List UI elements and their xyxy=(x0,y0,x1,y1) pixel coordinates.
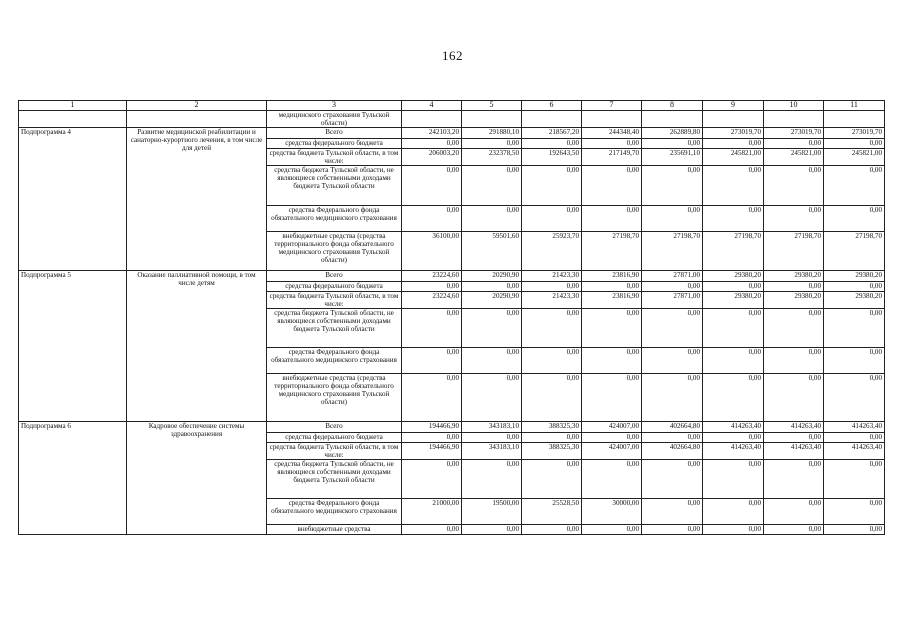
amount-cell: 414263,40 xyxy=(703,443,764,460)
amount-cell: 0,00 xyxy=(402,525,462,535)
funding-source-cell: средства федерального бюджета xyxy=(267,433,402,443)
amount-cell: 245821,00 xyxy=(703,149,764,166)
amount-cell: 273019,70 xyxy=(764,128,824,139)
amount-cell: 23816,90 xyxy=(582,292,642,309)
funding-source-cell: средства бюджета Тульской области, в том числе: xyxy=(267,149,402,166)
budget-table-container xyxy=(18,100,884,535)
amount-cell: 0,00 xyxy=(642,166,703,206)
amount-cell: 23224,60 xyxy=(402,292,462,309)
amount-cell: 0,00 xyxy=(522,206,582,232)
amount-cell: 0,00 xyxy=(582,374,642,422)
amount-cell: 0,00 xyxy=(642,460,703,499)
funding-source-cell: средства бюджета Тульской области, в том числе: xyxy=(267,443,402,460)
amount-cell: 0,00 xyxy=(462,282,522,292)
name-cell xyxy=(127,111,267,128)
amount-cell: 0,00 xyxy=(522,460,582,499)
amount-cell: 232378,50 xyxy=(462,149,522,166)
amount-cell: 388325,30 xyxy=(522,422,582,433)
funding-source-cell: средства федерального бюджета xyxy=(267,139,402,149)
column-number: 8 xyxy=(642,101,703,111)
amount-cell: 0,00 xyxy=(522,525,582,535)
amount-cell: 0,00 xyxy=(402,348,462,374)
amount-cell: 0,00 xyxy=(642,374,703,422)
amount-cell: 0,00 xyxy=(642,348,703,374)
amount-cell: 27198,70 xyxy=(824,232,885,271)
funding-source-cell: средства федерального бюджета xyxy=(267,282,402,292)
amount-cell: 244348,40 xyxy=(582,128,642,139)
amount-cell: 262889,80 xyxy=(642,128,703,139)
amount-cell: 217149,70 xyxy=(582,149,642,166)
amount-cell: 0,00 xyxy=(462,309,522,348)
program-name-cell: Развитие медицинской реабилитации и санаторно-курортного лечения, в том числе для детей xyxy=(127,128,267,271)
amount-cell: 194466,90 xyxy=(402,443,462,460)
amount-cell: 29380,20 xyxy=(824,271,885,282)
amount-cell: 192643,50 xyxy=(522,149,582,166)
amount-cell: 0,00 xyxy=(402,309,462,348)
amount-cell: 0,00 xyxy=(402,460,462,499)
program-code-cell: Подпрограмма 6 xyxy=(19,422,127,535)
amount-cell: 0,00 xyxy=(824,309,885,348)
funding-source-cell: средства бюджета Тульской области, не являющиеся собственными доходами бюджета Тульской области xyxy=(267,166,402,206)
column-number: 4 xyxy=(402,101,462,111)
amount-cell: 0,00 xyxy=(582,309,642,348)
amount-cell: 29380,20 xyxy=(764,271,824,282)
funding-source-cell: Всего xyxy=(267,271,402,282)
amount-cell: 0,00 xyxy=(764,206,824,232)
amount-cell: 0,00 xyxy=(582,166,642,206)
column-number: 2 xyxy=(127,101,267,111)
amount-cell: 0,00 xyxy=(462,139,522,149)
amount-cell: 0,00 xyxy=(462,166,522,206)
amount-cell: 0,00 xyxy=(522,309,582,348)
value-cell xyxy=(764,111,824,128)
amount-cell: 0,00 xyxy=(824,139,885,149)
amount-cell: 235691,10 xyxy=(642,149,703,166)
amount-cell: 0,00 xyxy=(462,374,522,422)
amount-cell: 194466,90 xyxy=(402,422,462,433)
amount-cell: 27198,70 xyxy=(642,232,703,271)
amount-cell: 0,00 xyxy=(824,433,885,443)
column-number: 7 xyxy=(582,101,642,111)
column-number: 5 xyxy=(462,101,522,111)
funding-source-cell: средства бюджета Тульской области, в том числе: xyxy=(267,292,402,309)
program-code-cell: Подпрограмма 4 xyxy=(19,128,127,271)
amount-cell: 30000,00 xyxy=(582,499,642,525)
column-number: 3 xyxy=(267,101,402,111)
amount-cell: 0,00 xyxy=(703,499,764,525)
amount-cell: 0,00 xyxy=(402,282,462,292)
value-cell xyxy=(642,111,703,128)
amount-cell: 0,00 xyxy=(824,206,885,232)
budget-table-body xyxy=(19,101,885,535)
amount-cell: 0,00 xyxy=(764,282,824,292)
value-cell xyxy=(462,111,522,128)
column-number: 1 xyxy=(19,101,127,111)
amount-cell: 0,00 xyxy=(642,499,703,525)
amount-cell: 0,00 xyxy=(824,348,885,374)
amount-cell: 245821,00 xyxy=(764,149,824,166)
amount-cell: 0,00 xyxy=(703,374,764,422)
amount-cell: 0,00 xyxy=(764,166,824,206)
amount-cell: 0,00 xyxy=(642,525,703,535)
amount-cell: 0,00 xyxy=(462,348,522,374)
funding-source-cell: внебюджетные средства xyxy=(267,525,402,535)
amount-cell: 206003,20 xyxy=(402,149,462,166)
amount-cell: 0,00 xyxy=(824,282,885,292)
amount-cell: 291880,10 xyxy=(462,128,522,139)
amount-cell: 36100,00 xyxy=(402,232,462,271)
value-cell xyxy=(824,111,885,128)
amount-cell: 402664,80 xyxy=(642,422,703,433)
amount-cell: 218567,20 xyxy=(522,128,582,139)
amount-cell: 0,00 xyxy=(582,525,642,535)
budget-row xyxy=(19,128,885,139)
amount-cell: 414263,40 xyxy=(764,422,824,433)
amount-cell: 0,00 xyxy=(642,433,703,443)
amount-cell: 0,00 xyxy=(582,139,642,149)
amount-cell: 414263,40 xyxy=(824,422,885,433)
amount-cell: 0,00 xyxy=(703,348,764,374)
amount-cell: 0,00 xyxy=(824,166,885,206)
amount-cell: 0,00 xyxy=(824,460,885,499)
amount-cell: 0,00 xyxy=(703,460,764,499)
funding-source-cell: средства бюджета Тульской области, не являющиеся собственными доходами бюджета Тульской области xyxy=(267,309,402,348)
amount-cell: 0,00 xyxy=(703,206,764,232)
amount-cell: 27198,70 xyxy=(703,232,764,271)
amount-cell: 343183,10 xyxy=(462,422,522,433)
column-number: 6 xyxy=(522,101,582,111)
funding-source-cell: внебюджетные средства (средства территориального фонда обязательного медицинского страхования Тульской области) xyxy=(267,232,402,271)
amount-cell: 23816,90 xyxy=(582,271,642,282)
budget-row xyxy=(19,422,885,433)
amount-cell: 0,00 xyxy=(642,309,703,348)
amount-cell: 424007,00 xyxy=(582,443,642,460)
amount-cell: 0,00 xyxy=(764,374,824,422)
amount-cell: 0,00 xyxy=(522,348,582,374)
amount-cell: 0,00 xyxy=(703,139,764,149)
amount-cell: 0,00 xyxy=(462,460,522,499)
value-cell xyxy=(703,111,764,128)
budget-row xyxy=(19,271,885,282)
amount-cell: 27198,70 xyxy=(582,232,642,271)
source-cell: медицинского страхования Тульской области) xyxy=(267,111,402,128)
amount-cell: 0,00 xyxy=(764,460,824,499)
amount-cell: 0,00 xyxy=(764,309,824,348)
amount-cell: 23224,60 xyxy=(402,271,462,282)
amount-cell: 0,00 xyxy=(522,166,582,206)
value-cell xyxy=(582,111,642,128)
amount-cell: 59501,60 xyxy=(462,232,522,271)
program-name-cell: Оказание паллиативной помощи, в том числе детям xyxy=(127,271,267,422)
program-code-cell: Подпрограмма 5 xyxy=(19,271,127,422)
amount-cell: 0,00 xyxy=(582,206,642,232)
amount-cell: 20290,90 xyxy=(462,292,522,309)
amount-cell: 0,00 xyxy=(402,433,462,443)
page-number: 162 xyxy=(442,48,463,63)
amount-cell: 27198,70 xyxy=(764,232,824,271)
amount-cell: 0,00 xyxy=(703,433,764,443)
amount-cell: 21423,30 xyxy=(522,292,582,309)
amount-cell: 0,00 xyxy=(402,374,462,422)
amount-cell: 0,00 xyxy=(703,309,764,348)
amount-cell: 0,00 xyxy=(582,348,642,374)
funding-source-cell: средства бюджета Тульской области, не являющиеся собственными доходами бюджета Тульской области xyxy=(267,460,402,499)
amount-cell: 0,00 xyxy=(824,374,885,422)
funding-source-cell: Всего xyxy=(267,128,402,139)
amount-cell: 343183,10 xyxy=(462,443,522,460)
amount-cell: 21423,30 xyxy=(522,271,582,282)
amount-cell: 29380,20 xyxy=(764,292,824,309)
amount-cell: 0,00 xyxy=(402,166,462,206)
amount-cell: 242103,20 xyxy=(402,128,462,139)
value-cell xyxy=(522,111,582,128)
funding-source-cell: внебюджетные средства (средства территориального фонда обязательного медицинского страхования Тульской области) xyxy=(267,374,402,422)
amount-cell: 0,00 xyxy=(764,433,824,443)
column-number: 10 xyxy=(764,101,824,111)
amount-cell: 0,00 xyxy=(703,282,764,292)
amount-cell: 27871,00 xyxy=(642,292,703,309)
amount-cell: 0,00 xyxy=(402,206,462,232)
amount-cell: 25923,70 xyxy=(522,232,582,271)
column-number: 11 xyxy=(824,101,885,111)
funding-source-cell: средства Федерального фонда обязательного медицинского страхования xyxy=(267,348,402,374)
amount-cell: 19500,00 xyxy=(462,499,522,525)
amount-cell: 27871,00 xyxy=(642,271,703,282)
amount-cell: 273019,70 xyxy=(703,128,764,139)
amount-cell: 29380,20 xyxy=(703,292,764,309)
amount-cell: 0,00 xyxy=(582,433,642,443)
amount-cell: 273019,70 xyxy=(824,128,885,139)
amount-cell: 0,00 xyxy=(462,433,522,443)
amount-cell: 21000,00 xyxy=(402,499,462,525)
amount-cell: 25528,50 xyxy=(522,499,582,525)
carryover-row xyxy=(19,111,885,128)
amount-cell: 0,00 xyxy=(764,525,824,535)
amount-cell: 29380,20 xyxy=(824,292,885,309)
amount-cell: 0,00 xyxy=(582,460,642,499)
amount-cell: 0,00 xyxy=(764,499,824,525)
amount-cell: 20290,90 xyxy=(462,271,522,282)
amount-cell: 0,00 xyxy=(642,206,703,232)
value-cell xyxy=(402,111,462,128)
funding-source-cell: средства Федерального фонда обязательного медицинского страхования xyxy=(267,499,402,525)
amount-cell: 0,00 xyxy=(824,499,885,525)
amount-cell: 0,00 xyxy=(642,139,703,149)
column-number-row xyxy=(19,101,885,111)
amount-cell: 0,00 xyxy=(764,348,824,374)
amount-cell: 0,00 xyxy=(462,206,522,232)
program-name-cell: Кадровое обеспечение системы здравоохранения xyxy=(127,422,267,535)
amount-cell: 414263,40 xyxy=(764,443,824,460)
amount-cell: 402664,80 xyxy=(642,443,703,460)
amount-cell: 0,00 xyxy=(703,525,764,535)
amount-cell: 0,00 xyxy=(522,139,582,149)
funding-source-cell: средства Федерального фонда обязательного медицинского страхования xyxy=(267,206,402,232)
amount-cell: 388325,30 xyxy=(522,443,582,460)
amount-cell: 0,00 xyxy=(522,433,582,443)
amount-cell: 0,00 xyxy=(703,166,764,206)
column-number: 9 xyxy=(703,101,764,111)
amount-cell: 0,00 xyxy=(462,525,522,535)
program-cell xyxy=(19,111,127,128)
amount-cell: 29380,20 xyxy=(703,271,764,282)
amount-cell: 0,00 xyxy=(522,374,582,422)
amount-cell: 0,00 xyxy=(522,282,582,292)
amount-cell: 245821,00 xyxy=(824,149,885,166)
budget-table xyxy=(18,100,885,535)
amount-cell: 0,00 xyxy=(824,525,885,535)
amount-cell: 0,00 xyxy=(402,139,462,149)
funding-source-cell: Всего xyxy=(267,422,402,433)
amount-cell: 414263,40 xyxy=(703,422,764,433)
amount-cell: 424007,00 xyxy=(582,422,642,433)
amount-cell: 0,00 xyxy=(582,282,642,292)
amount-cell: 0,00 xyxy=(764,139,824,149)
amount-cell: 0,00 xyxy=(642,282,703,292)
amount-cell: 414263,40 xyxy=(824,443,885,460)
